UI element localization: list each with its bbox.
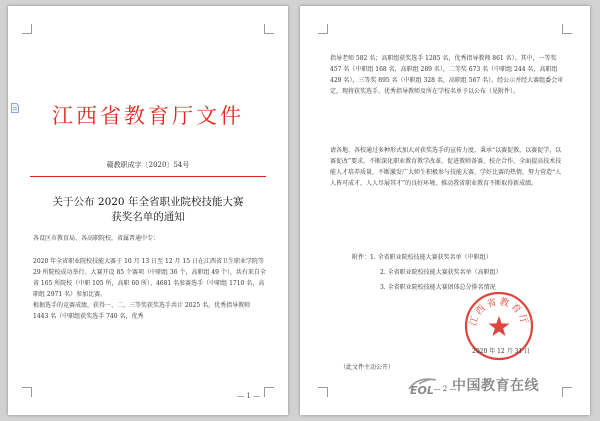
attachment-item: 附件：1. 全省职业院校技能大赛获奖名单（中职组）	[352, 254, 492, 261]
watermark-text: 中国教育在线	[452, 378, 539, 394]
body-paragraph: 2020 年全省职业院校技能大赛于 10 月 13 日至 12 月 15 日在江西省卫生职业学院等 29 所院校成功举行。大赛开设 85 个赛项（中职组 36 个，高职组 49 个），共有来自全省 165 所院校（中职 105 所，高职 60 所）、4681 名参赛选手（中职组 1710 名，高职组 2971 名）参加比赛。 根据选手的竞赛成绩，获得一、二、三等奖获奖选手共计 2025 名，优秀指导教师 1443 名（中职组获奖选手 740 名，优秀	[33, 258, 266, 321]
body-paragraph: 请各地、各校通过多种形式加大对获奖选手的宣传力度，秉承“以赛促教，以赛促学，以赛促改”要求，不断深化职业教育教学改革，促进教师备赛、校企合作，全面提高技术技能人才培养质量，不断激发广大师生积极参与技能大赛、学好比赛的热情，努力营造“人人皆可成才，人人尽展其才”的良好环境，推动我省职业教育不断取得新成绩。	[330, 147, 562, 188]
body-paragraph: 指导老师 582 名；高职组获奖选手 1285 名，优秀指导教师 861 名）。其中，一等奖 457 名（中职组 168 名，高职组 289 名），二等奖 673 名（中职组 244 名，高职组 429 名），三等奖 895 名（中职组 328 名，高职组 567 名）。经公示并经大赛组委会审定，现将获奖选手、优秀指导教师及所在学校名单予以公布（见附件）。	[330, 55, 564, 96]
page-number: — 2 —	[433, 385, 457, 393]
eol-logo	[406, 374, 448, 396]
attachment-item: 2. 全省职业院校技能大赛获奖名单（高职组）	[380, 269, 502, 276]
crop-mark	[318, 24, 328, 34]
crop-mark	[562, 24, 572, 34]
public-note: （此文件主动公开）	[340, 364, 395, 371]
page-number: — 1 —	[237, 392, 260, 400]
crop-mark	[22, 24, 32, 34]
site-watermark	[406, 373, 539, 397]
crop-mark	[264, 24, 274, 34]
notice-title-line: 获奖名单的通知	[111, 211, 185, 223]
crop-mark	[22, 387, 32, 397]
notice-title	[8, 195, 288, 225]
document-page-1	[8, 6, 288, 415]
red-divider	[30, 176, 266, 177]
document-page-2	[300, 6, 590, 415]
crop-mark	[264, 387, 274, 397]
attachment-item: 3. 全省职业院校技能大赛团体总分排名情况	[380, 284, 496, 291]
signature-date: 2020 年 12 月 31 日	[472, 348, 531, 355]
notice-title-line: 关于公布 2020 年全省职业院校技能大赛	[52, 196, 244, 208]
document-header-title: 江西省教育厅文件	[52, 104, 244, 128]
svg-text:江西省教育厅: 江西省教育厅	[467, 296, 531, 328]
addressee: 各设区市教育局、各高职院校，省属普通中专：	[33, 235, 160, 242]
document-number: 赣教职成字〔2020〕54号	[106, 161, 190, 169]
svg-text:EOL: EOL	[410, 384, 434, 396]
